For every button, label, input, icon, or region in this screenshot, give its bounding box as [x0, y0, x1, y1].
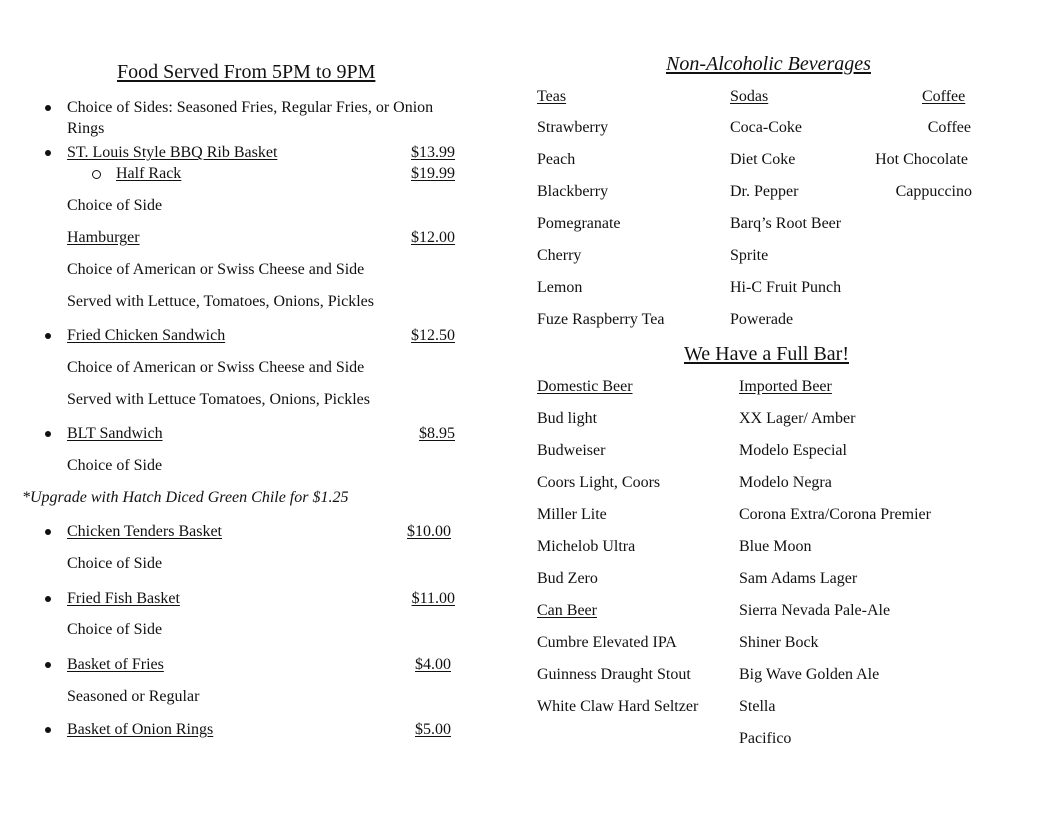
upgrade-note: *Upgrade with Hatch Diced Green Chile for $1.25 — [22, 489, 349, 506]
imported-beer-item: Blue Moon — [739, 538, 812, 555]
item-price: $13.99 — [411, 144, 455, 161]
blt-note: Choice of Side — [67, 457, 163, 474]
item-name: Half Rack — [116, 165, 182, 182]
fries-note: Seasoned or Regular — [67, 688, 200, 705]
bullet-icon — [45, 662, 51, 668]
menu-item-chicken-tenders — [67, 523, 451, 541]
menu-item-fried-chicken-sandwich — [67, 327, 455, 345]
coffee-item: Cappuccino — [895, 183, 972, 200]
coffee-item: Hot Chocolate — [875, 151, 968, 168]
can-beer-item: Guinness Draught Stout — [537, 666, 691, 683]
fish-note: Choice of Side — [67, 621, 163, 638]
item-price: $12.00 — [411, 229, 455, 246]
item-name: Fried Chicken Sandwich — [67, 327, 226, 344]
imported-beer-item: Corona Extra/Corona Premier — [739, 506, 931, 523]
menu-item-blt — [67, 425, 455, 443]
domestic-beer-item: Michelob Ultra — [537, 538, 636, 555]
tea-item: Pomegranate — [537, 215, 621, 232]
bar-title: We Have a Full Bar! — [684, 343, 849, 365]
can-beer-item: Cumbre Elevated IPA — [537, 634, 677, 651]
domestic-beer-header: Domestic Beer — [537, 378, 633, 395]
imported-beer-item: Pacifico — [739, 730, 792, 747]
tea-item: Lemon — [537, 279, 583, 296]
item-price: $8.95 — [419, 425, 455, 442]
bullet-icon — [45, 333, 51, 339]
soda-item: Powerade — [730, 311, 794, 328]
soda-item: Hi-C Fruit Punch — [730, 279, 842, 296]
domestic-beer-item: Coors Light, Coors — [537, 474, 661, 491]
chicken-sandwich-note-2: Served with Lettuce Tomatoes, Onions, Pickles — [67, 391, 370, 408]
item-price: $10.00 — [407, 523, 451, 540]
domestic-beer-item: Bud light — [537, 410, 598, 427]
can-beer-item: White Claw Hard Seltzer — [537, 698, 699, 715]
soda-item: Coca-Coke — [730, 119, 802, 136]
tea-item: Strawberry — [537, 119, 609, 136]
soda-item: Dr. Pepper — [730, 183, 799, 200]
sides-line-1: Choice of Sides: Seasoned Fries, Regular Fries, or Onion — [67, 99, 434, 116]
domestic-beer-item: Budweiser — [537, 442, 606, 459]
bullet-icon — [45, 727, 51, 733]
tea-item: Cherry — [537, 247, 582, 264]
menu-item-basket-of-fries — [67, 656, 451, 674]
coffee-header: Coffee — [922, 88, 966, 105]
bullet-icon — [45, 529, 51, 535]
item-name: BLT Sandwich — [67, 425, 163, 442]
item-name: ST. Louis Style BBQ Rib Basket — [67, 144, 278, 161]
sides-line-2: Rings — [67, 120, 105, 137]
rib-note: Choice of Side — [67, 197, 163, 214]
item-price: $11.00 — [411, 590, 455, 607]
menu-item-onion-rings — [67, 721, 451, 739]
imported-beer-item: Shiner Bock — [739, 634, 819, 651]
imported-beer-item: Modelo Especial — [739, 442, 847, 459]
tea-item: Peach — [537, 151, 576, 168]
imported-beer-item: Big Wave Golden Ale — [739, 666, 880, 683]
menu-item-hamburger — [67, 229, 455, 247]
imported-beer-item: XX Lager/ Amber — [739, 410, 856, 427]
soda-item: Diet Coke — [730, 151, 796, 168]
soda-item: Sprite — [730, 247, 769, 264]
bullet-icon — [45, 105, 51, 111]
sodas-header: Sodas — [730, 88, 769, 105]
menu-item-rib-basket — [67, 144, 455, 162]
menu-item-half-rack — [116, 165, 455, 183]
item-price: $19.99 — [411, 165, 455, 182]
tea-item: Fuze Raspberry Tea — [537, 311, 665, 328]
domestic-beer-item: Bud Zero — [537, 570, 598, 587]
hamburger-note-2: Served with Lettuce, Tomatoes, Onions, Pickles — [67, 293, 374, 310]
bullet-icon — [45, 431, 51, 437]
soda-item: Barq’s Root Beer — [730, 215, 842, 232]
bullet-icon — [45, 596, 51, 602]
imported-beer-item: Sam Adams Lager — [739, 570, 858, 587]
menu-item-fried-fish — [67, 590, 455, 608]
bullet-icon — [45, 150, 51, 156]
beverages-title: Non-Alcoholic Beverages — [666, 53, 871, 75]
item-name: Basket of Onion Rings — [67, 721, 214, 738]
tea-item: Blackberry — [537, 183, 609, 200]
hamburger-note-1: Choice of American or Swiss Cheese and Side — [67, 261, 365, 278]
item-price: $5.00 — [415, 721, 451, 738]
chicken-sandwich-note-1: Choice of American or Swiss Cheese and Side — [67, 359, 365, 376]
tenders-note: Choice of Side — [67, 555, 163, 572]
imported-beer-header: Imported Beer — [739, 378, 832, 395]
coffee-item: Coffee — [927, 119, 971, 136]
item-name: Fried Fish Basket — [67, 590, 180, 607]
imported-beer-item: Modelo Negra — [739, 474, 832, 491]
circle-bullet-icon — [92, 170, 101, 179]
imported-beer-item: Stella — [739, 698, 776, 715]
item-name: Chicken Tenders Basket — [67, 523, 222, 540]
item-name: Hamburger — [67, 229, 140, 246]
food-title: Food Served From 5PM to 9PM — [117, 61, 376, 83]
domestic-beer-item: Miller Lite — [537, 506, 607, 523]
imported-beer-item: Sierra Nevada Pale-Ale — [739, 602, 891, 619]
teas-header: Teas — [537, 88, 567, 105]
item-name: Basket of Fries — [67, 656, 164, 673]
can-beer-header: Can Beer — [537, 602, 597, 619]
item-price: $4.00 — [415, 656, 451, 673]
item-price: $12.50 — [411, 327, 455, 344]
